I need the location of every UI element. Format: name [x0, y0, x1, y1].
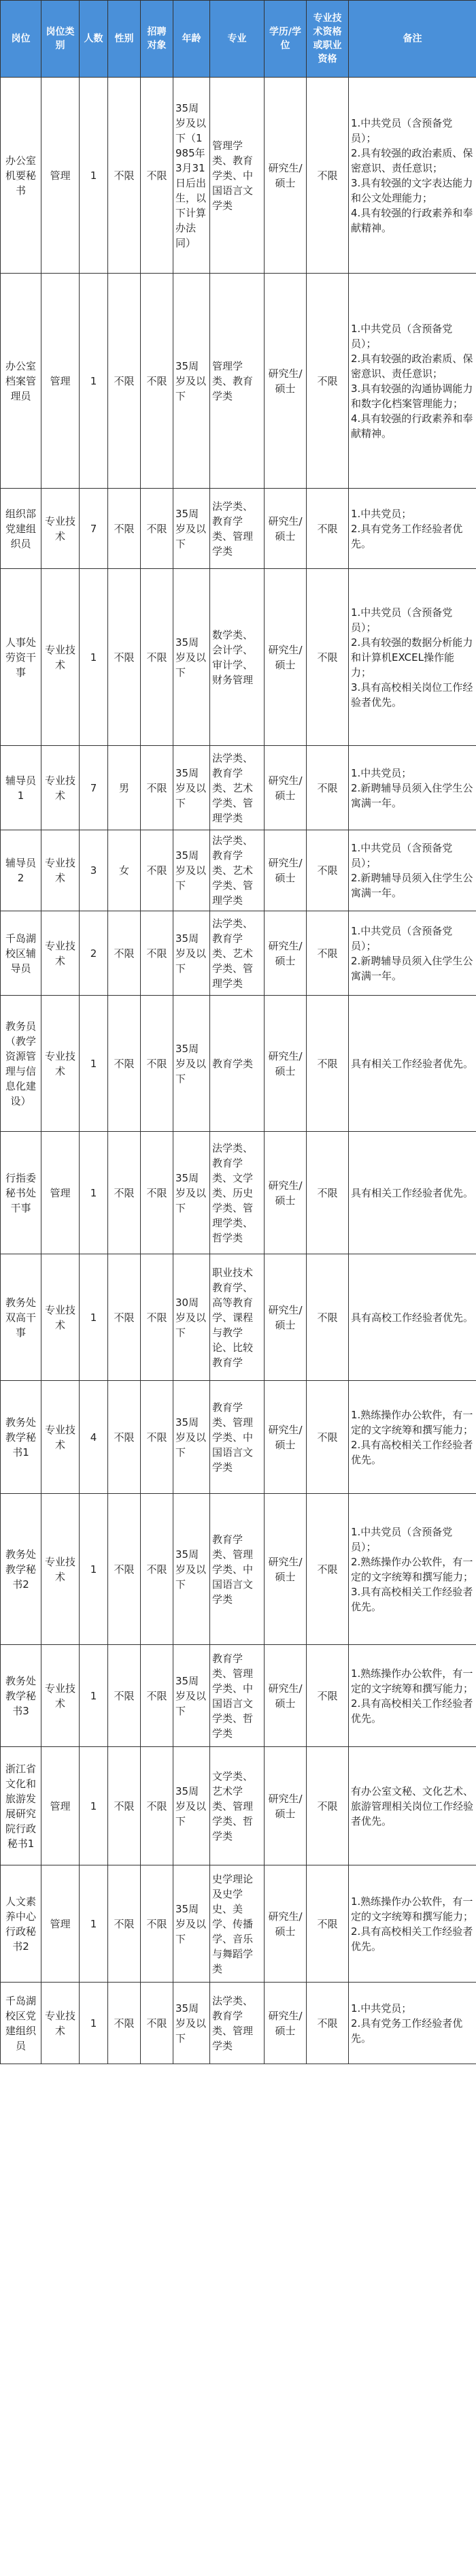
- cell-qualification: 不限: [307, 1132, 349, 1254]
- cell-notes: [349, 1865, 476, 1983]
- cell-target: 不限: [141, 78, 173, 274]
- note-line: 3.具有高校相关岗位工作经验者优先。: [351, 681, 473, 708]
- cell-gender: 不限: [108, 569, 141, 746]
- note-line: 3.具有高校相关工作经验者优先。: [351, 1585, 473, 1613]
- note-line: 具有相关工作经验者优先。: [351, 1186, 474, 1199]
- cell-notes: [349, 996, 476, 1132]
- cell-target: 不限: [141, 1132, 173, 1254]
- cell-notes: [349, 1747, 476, 1865]
- cell-age: 35周岁及以下: [173, 1494, 210, 1645]
- cell-target: 不限: [141, 489, 173, 569]
- cell-target: 不限: [141, 996, 173, 1132]
- cell-notes: [349, 911, 476, 996]
- cell-qualification: 不限: [307, 274, 349, 489]
- cell-education: 研究生/硕士: [265, 996, 307, 1132]
- note-line: 2.具有较强的数据分析能力和计算机EXCEL操作能力；: [351, 636, 473, 679]
- cell-category: 管理: [41, 78, 80, 274]
- cell-position: 辅导员1: [1, 746, 41, 830]
- cell-category: 专业技术: [41, 911, 80, 996]
- note-line: 2.具有较强的政治素质、保密意识、责任意识；: [351, 352, 473, 380]
- note-line: 1.熟练操作办公软件，有一定的文字统筹和撰写能力；: [351, 1667, 474, 1695]
- cell-target: 不限: [141, 911, 173, 996]
- cell-count: 2: [80, 911, 108, 996]
- cell-major: 教育学类、管理学类、中国语言文学类、哲学类: [210, 1645, 265, 1747]
- table-row: [1, 1865, 476, 1983]
- header-qualification: 专业技术资格或职业资格: [307, 1, 349, 78]
- cell-count: 4: [80, 1381, 108, 1494]
- note-line: 3.具有较强的沟通协调能力和数字化档案管理能力；: [351, 382, 473, 410]
- header-target: 招聘对象: [141, 1, 173, 78]
- cell-count: 3: [80, 830, 108, 911]
- note-line: 1.中共党员；: [351, 2002, 412, 2015]
- cell-age: 35周岁及以下（1985年3月31日后出生，以下计算办法同）: [173, 78, 210, 274]
- cell-education: 研究生/硕士: [265, 1747, 307, 1865]
- cell-major: 职业技术教育学、高等教育学、课程与教学论、比较教育学: [210, 1254, 265, 1381]
- table-row: [1, 1645, 476, 1747]
- cell-notes: [349, 569, 476, 746]
- cell-major: 法学类、教育学类、艺术学类、管理学类: [210, 830, 265, 911]
- cell-gender: 不限: [108, 1747, 141, 1865]
- cell-target: 不限: [141, 569, 173, 746]
- cell-gender: 不限: [108, 78, 141, 274]
- table-row: [1, 1132, 476, 1254]
- cell-position: 人文素养中心行政秘书2: [1, 1865, 41, 1983]
- cell-category: 专业技术: [41, 569, 80, 746]
- cell-category: 管理: [41, 1865, 80, 1983]
- cell-count: 1: [80, 1645, 108, 1747]
- cell-qualification: 不限: [307, 1494, 349, 1645]
- cell-gender: 女: [108, 830, 141, 911]
- note-line: 1.中共党员（含预备党员）；: [351, 842, 453, 869]
- cell-major: 法学类、教育学类、管理学类: [210, 489, 265, 569]
- cell-age: 35周岁及以下: [173, 1865, 210, 1983]
- table-row: [1, 274, 476, 489]
- cell-qualification: 不限: [307, 911, 349, 996]
- note-line: 具有相关工作经验者优先。: [351, 1057, 474, 1070]
- note-line: 2.具有党务工作经验者优先。: [351, 2017, 463, 2044]
- cell-qualification: 不限: [307, 489, 349, 569]
- note-line: 1.中共党员；: [351, 766, 412, 779]
- cell-category: 专业技术: [41, 996, 80, 1132]
- cell-position: 千岛湖校区党建组织员: [1, 1983, 41, 2064]
- cell-age: 35周岁及以下: [173, 1381, 210, 1494]
- note-line: 2.新聘辅导员须入住学生公寓满一年。: [351, 954, 473, 982]
- cell-gender: 不限: [108, 274, 141, 489]
- cell-position: 辅导员2: [1, 830, 41, 911]
- cell-position: 教务员（教学资源管理与信息化建设）: [1, 996, 41, 1132]
- cell-notes: [349, 830, 476, 911]
- cell-category: 专业技术: [41, 1381, 80, 1494]
- note-line: 1.中共党员（含预备党员）；: [351, 924, 453, 952]
- note-line: 2.熟练操作办公软件，有一定的文字统筹和撰写能力；: [351, 1555, 474, 1583]
- cell-age: 35周岁及以下: [173, 911, 210, 996]
- cell-position: 教务处双高干事: [1, 1254, 41, 1381]
- cell-gender: 不限: [108, 1865, 141, 1983]
- table-row: [1, 78, 476, 274]
- cell-category: 专业技术: [41, 1494, 80, 1645]
- cell-major: 数学类、会计学、审计学、财务管理: [210, 569, 265, 746]
- cell-age: 35周岁及以下: [173, 830, 210, 911]
- cell-gender: 不限: [108, 1381, 141, 1494]
- header-category: 岗位类别: [41, 1, 80, 78]
- header-gender: 性别: [108, 1, 141, 78]
- cell-position: 办公室机要秘书: [1, 78, 41, 274]
- table-row: [1, 1983, 476, 2064]
- cell-category: 专业技术: [41, 489, 80, 569]
- cell-major: 教育学类: [210, 996, 265, 1132]
- cell-education: 研究生/硕士: [265, 1494, 307, 1645]
- cell-major: 法学类、教育学类、文学类、历史学类、管理学类、哲学类: [210, 1132, 265, 1254]
- cell-count: 1: [80, 78, 108, 274]
- table-row: [1, 1381, 476, 1494]
- note-line: 4.具有较强的行政素养和奉献精神。: [351, 206, 473, 234]
- cell-qualification: 不限: [307, 1254, 349, 1381]
- note-line: 2.新聘辅导员须入住学生公寓满一年。: [351, 872, 473, 899]
- cell-count: 7: [80, 746, 108, 830]
- note-line: 1.中共党员（含预备党员）；: [351, 322, 453, 350]
- cell-count: 1: [80, 1983, 108, 2064]
- cell-count: 1: [80, 996, 108, 1132]
- cell-count: 1: [80, 1494, 108, 1645]
- table-row: [1, 746, 476, 830]
- cell-qualification: 不限: [307, 569, 349, 746]
- cell-gender: 不限: [108, 489, 141, 569]
- cell-major: 教育学类、管理学类、中国语言文学类: [210, 1494, 265, 1645]
- cell-gender: 不限: [108, 911, 141, 996]
- cell-qualification: 不限: [307, 1983, 349, 2064]
- cell-target: 不限: [141, 1494, 173, 1645]
- cell-count: 1: [80, 1747, 108, 1865]
- cell-major: 法学类、教育学类、艺术学类、管理学类: [210, 911, 265, 996]
- cell-qualification: 不限: [307, 1747, 349, 1865]
- header-notes: 备注: [349, 1, 476, 78]
- header-age: 年龄: [173, 1, 210, 78]
- note-line: 2.具有较强的政治素质、保密意识、责任意识；: [351, 146, 473, 174]
- cell-age: 35周岁及以下: [173, 996, 210, 1132]
- cell-age: 30周岁及以下: [173, 1254, 210, 1381]
- cell-count: 1: [80, 569, 108, 746]
- cell-category: 专业技术: [41, 1254, 80, 1381]
- cell-gender: 不限: [108, 996, 141, 1132]
- table-body: [1, 78, 476, 2064]
- cell-notes: [349, 1645, 476, 1747]
- note-line: 1.熟练操作办公软件，有一定的文字统筹和撰写能力；: [351, 1895, 474, 1923]
- table-row: [1, 830, 476, 911]
- header-major: 专业: [210, 1, 265, 78]
- note-line: 1.中共党员；: [351, 507, 412, 520]
- note-line: 有办公室文秘、文化艺术、旅游管理相关岗位工作经验者优先。: [351, 1784, 474, 1827]
- cell-position: 浙江省文化和旅游发展研究院行政秘书1: [1, 1747, 41, 1865]
- cell-target: 不限: [141, 1645, 173, 1747]
- cell-education: 研究生/硕士: [265, 569, 307, 746]
- cell-position: 教务处教学秘书2: [1, 1494, 41, 1645]
- note-line: 3.具有较强的文字表达能力和公文处理能力；: [351, 176, 473, 204]
- cell-gender: 不限: [108, 1132, 141, 1254]
- cell-target: 不限: [141, 1381, 173, 1494]
- table-row: [1, 1254, 476, 1381]
- cell-count: 1: [80, 1254, 108, 1381]
- cell-qualification: 不限: [307, 78, 349, 274]
- cell-major: 法学类、教育学类、艺术学类、管理学类: [210, 746, 265, 830]
- cell-age: 35周岁及以下: [173, 489, 210, 569]
- cell-category: 管理: [41, 1132, 80, 1254]
- cell-age: 35周岁及以下: [173, 274, 210, 489]
- cell-position: 千岛湖校区辅导员: [1, 911, 41, 996]
- cell-notes: [349, 1132, 476, 1254]
- cell-education: 研究生/硕士: [265, 830, 307, 911]
- cell-category: 专业技术: [41, 1645, 80, 1747]
- cell-gender: 不限: [108, 1983, 141, 2064]
- cell-education: 研究生/硕士: [265, 1381, 307, 1494]
- note-line: 2.具有高校相关工作经验者优先。: [351, 1438, 473, 1466]
- cell-notes: [349, 274, 476, 489]
- cell-gender: 不限: [108, 1254, 141, 1381]
- cell-notes: [349, 1983, 476, 2064]
- note-line: 2.具有高校相关工作经验者优先。: [351, 1697, 473, 1725]
- cell-education: 研究生/硕士: [265, 911, 307, 996]
- cell-notes: [349, 78, 476, 274]
- cell-major: 管理学类、教育学类: [210, 274, 265, 489]
- note-line: 2.具有党务工作经验者优先。: [351, 522, 463, 550]
- cell-qualification: 不限: [307, 746, 349, 830]
- cell-notes: [349, 1254, 476, 1381]
- cell-position: 教务处教学秘书3: [1, 1645, 41, 1747]
- header-count: 人数: [80, 1, 108, 78]
- cell-position: 办公室档案管理员: [1, 274, 41, 489]
- cell-education: 研究生/硕士: [265, 489, 307, 569]
- cell-notes: [349, 746, 476, 830]
- cell-target: 不限: [141, 1983, 173, 2064]
- cell-major: 史学理论及史学史、美学、传播学、音乐与舞蹈学类: [210, 1865, 265, 1983]
- cell-target: 不限: [141, 746, 173, 830]
- cell-position: 行指委秘书处干事: [1, 1132, 41, 1254]
- cell-notes: [349, 1494, 476, 1645]
- table-row: [1, 569, 476, 746]
- note-line: 2.新聘辅导员须入住学生公寓满一年。: [351, 781, 473, 809]
- cell-count: 7: [80, 489, 108, 569]
- note-line: 具有高校工作经验者优先。: [351, 1311, 474, 1324]
- cell-count: 1: [80, 1865, 108, 1983]
- cell-qualification: 不限: [307, 1865, 349, 1983]
- cell-gender: 不限: [108, 1645, 141, 1747]
- cell-education: 研究生/硕士: [265, 78, 307, 274]
- cell-target: 不限: [141, 830, 173, 911]
- cell-gender: 男: [108, 746, 141, 830]
- cell-major: 文学类、艺术学类、管理学类、哲学类: [210, 1747, 265, 1865]
- cell-age: 35周岁及以下: [173, 1747, 210, 1865]
- cell-category: 管理: [41, 274, 80, 489]
- cell-category: 专业技术: [41, 830, 80, 911]
- cell-age: 35周岁及以下: [173, 746, 210, 830]
- cell-qualification: 不限: [307, 996, 349, 1132]
- cell-major: 教育学类、管理学类、中国语言文学类: [210, 1381, 265, 1494]
- cell-target: 不限: [141, 274, 173, 489]
- cell-qualification: 不限: [307, 1645, 349, 1747]
- cell-major: 管理学类、教育学类、中国语言文学类: [210, 78, 265, 274]
- cell-age: 35周岁及以下: [173, 1132, 210, 1254]
- table-row: [1, 911, 476, 996]
- header-position: 岗位: [1, 1, 41, 78]
- cell-education: 研究生/硕士: [265, 746, 307, 830]
- cell-qualification: 不限: [307, 830, 349, 911]
- cell-education: 研究生/硕士: [265, 1132, 307, 1254]
- cell-category: 专业技术: [41, 746, 80, 830]
- note-line: 2.具有高校相关工作经验者优先。: [351, 1925, 473, 1953]
- table-row: [1, 489, 476, 569]
- cell-position: 教务处教学秘书1: [1, 1381, 41, 1494]
- cell-count: 1: [80, 1132, 108, 1254]
- cell-target: 不限: [141, 1747, 173, 1865]
- cell-age: 35周岁及以下: [173, 1645, 210, 1747]
- cell-count: 1: [80, 274, 108, 489]
- cell-education: 研究生/硕士: [265, 1865, 307, 1983]
- cell-category: 管理: [41, 1747, 80, 1865]
- cell-qualification: 不限: [307, 1381, 349, 1494]
- note-line: 1.中共党员（含预备党员）；: [351, 1525, 453, 1553]
- cell-major: 法学类、教育学类、管理学类: [210, 1983, 265, 2064]
- table-row: [1, 1747, 476, 1865]
- cell-category: 专业技术: [41, 1983, 80, 2064]
- cell-notes: [349, 1381, 476, 1494]
- note-line: 1.中共党员（含预备党员）；: [351, 606, 453, 634]
- cell-target: 不限: [141, 1865, 173, 1983]
- cell-notes: [349, 489, 476, 569]
- header-row: [1, 1, 476, 78]
- note-line: 4.具有较强的行政素养和奉献精神。: [351, 412, 473, 440]
- cell-age: 35周岁及以下: [173, 1983, 210, 2064]
- cell-position: 人事处劳资干事: [1, 569, 41, 746]
- cell-education: 研究生/硕士: [265, 274, 307, 489]
- table-row: [1, 996, 476, 1132]
- cell-age: 35周岁及以下: [173, 569, 210, 746]
- table-row: [1, 1494, 476, 1645]
- cell-target: 不限: [141, 1254, 173, 1381]
- cell-education: 研究生/硕士: [265, 1254, 307, 1381]
- cell-education: 研究生/硕士: [265, 1645, 307, 1747]
- header-education: 学历/学位: [265, 1, 307, 78]
- cell-position: 组织部党建组织员: [1, 489, 41, 569]
- cell-gender: 不限: [108, 1494, 141, 1645]
- note-line: 1.熟练操作办公软件，有一定的文字统筹和撰写能力；: [351, 1408, 474, 1436]
- note-line: 1.中共党员（含预备党员）；: [351, 116, 453, 144]
- cell-education: 研究生/硕士: [265, 1983, 307, 2064]
